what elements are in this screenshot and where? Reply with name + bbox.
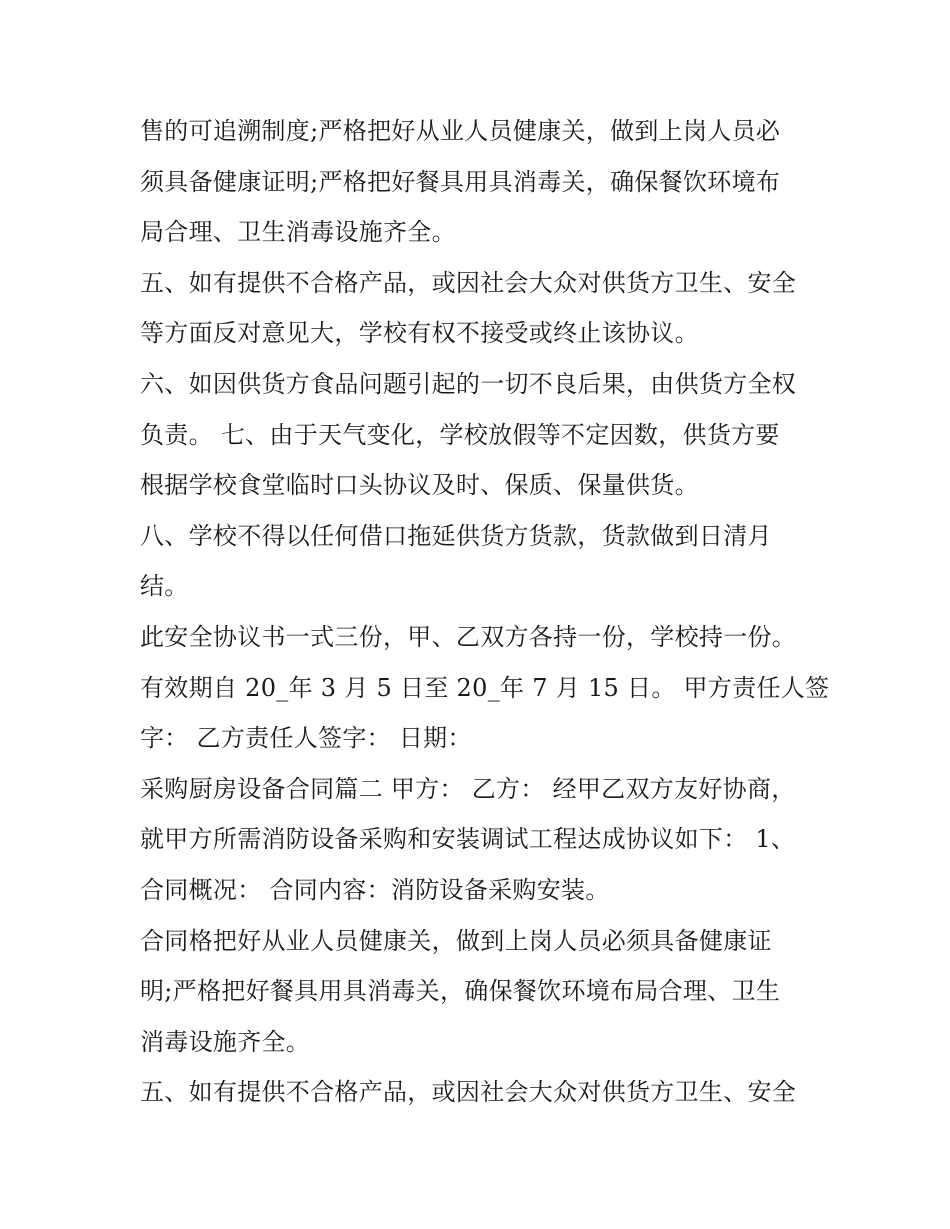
text-line: 结。	[140, 572, 189, 601]
paragraph-validity-signatures	[140, 612, 830, 764]
document-body	[140, 106, 830, 1118]
text-line: 根据学校食堂临时口头协议及时、保质、保量供货。	[140, 471, 699, 500]
text-line: 等方面反对意见大，学校有权不接受或终止该协议。	[140, 319, 699, 348]
text-line: 八、学校不得以任何借口拖延供货方货款，货款做到日清月	[140, 521, 772, 550]
text-line: 负责。 七、由于天气变化，学校放假等不定因数，供货方要	[140, 420, 780, 449]
text-line: 局合理、卫生消毒设施齐全。	[140, 218, 456, 247]
paragraph-clause-five-repeat	[140, 1067, 820, 1118]
text-line: 售的可追溯制度;严格把好从业人员健康关，做到上岗人员必	[140, 117, 781, 145]
text-line: 采购厨房设备合同篇二 甲方： 乙方： 经甲乙双方友好协商，	[140, 774, 796, 803]
text-line: 此安全协议书一式三份，甲、乙双方各持一份，学校持一份。	[140, 622, 797, 651]
paragraph-clause-five	[140, 258, 820, 359]
text-line: 合同概况： 合同内容：消防设备采购安装。	[140, 875, 610, 904]
paragraph-contract-two-intro	[140, 764, 820, 916]
text-line: 合同格把好从业人员健康关，做到上岗人员必须具备健康证	[140, 926, 772, 955]
paragraph-hygiene-requirements	[140, 106, 820, 258]
text-line: 须具备健康证明;严格把好餐具用具消毒关，确保餐饮环境布	[140, 167, 781, 196]
text-line: 五、如有提供不合格产品，或因社会大众对供货方卫生、安全	[140, 1078, 797, 1107]
text-line: 明;严格把好餐具用具消毒关，确保餐饮环境布局合理、卫生	[140, 977, 781, 1006]
text-line: 消毒设施齐全。	[140, 1027, 311, 1056]
paragraph-clause-six-seven	[140, 359, 820, 511]
text-line: 有效期自 20_年 3 月 5 日至 20_年 7 月 15 日。 甲方责任人签	[140, 673, 830, 702]
text-line: 就甲方所需消防设备采购和安装调试工程达成协议如下： 1、	[140, 825, 796, 854]
text-line: 五、如有提供不合格产品，或因社会大众对供货方卫生、安全	[140, 268, 797, 297]
text-line: 六、如因供货方食品问题引起的一切不良后果，由供货方全权	[140, 369, 797, 398]
text-line: 字： 乙方责任人签字： 日期：	[140, 724, 472, 753]
paragraph-clause-eight	[140, 511, 820, 612]
paragraph-contract-hygiene	[140, 916, 820, 1068]
